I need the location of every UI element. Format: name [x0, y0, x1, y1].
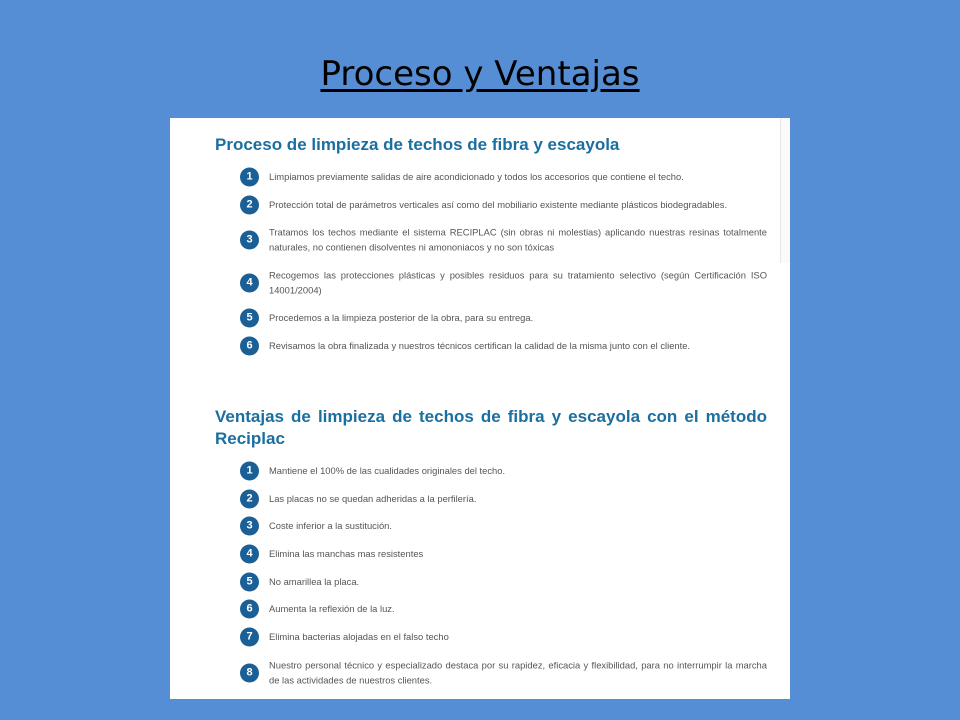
ventajas-item-text: Aumenta la reflexión de la luz. — [269, 602, 395, 614]
step-number-badge: 4 — [240, 545, 259, 564]
step-number-badge: 5 — [240, 309, 259, 328]
step-number-badge: 2 — [240, 196, 259, 215]
proceso-item — [240, 303, 767, 333]
proceso-item-text: Recogemos las protecciones plásticas y posibles residuos para su tratamiento selectivo (según Certificación ISO 14001/2004) — [269, 269, 767, 295]
ventajas-item — [240, 567, 767, 597]
ventajas-item-text: Elimina bacterias alojadas en el falso techo — [269, 630, 449, 642]
step-number-badge: 6 — [240, 600, 259, 619]
ventajas-item-text: Coste inferior a la sustitución. — [269, 519, 392, 531]
ventajas-item — [240, 484, 767, 514]
ventajas-item — [240, 658, 767, 688]
step-number-badge: 7 — [240, 628, 259, 647]
ventajas-item — [240, 594, 767, 624]
ventajas-item-text: Nuestro personal técnico y especializado destaca por su rapidez, eficacia y flexibilidad, para no interrumpir la marcha de las actividades de nuestros clientes. — [269, 659, 767, 685]
proceso-item-text: Revisamos la obra finalizada y nuestros técnicos certifican la calidad de la misma junto con el cliente. — [269, 339, 691, 351]
proceso-heading: Proceso de limpieza de techos de fibra y escayola — [215, 135, 620, 154]
ventajas-item — [240, 511, 767, 541]
ventajas-item-text: No amarillea la placa. — [269, 575, 360, 587]
proceso-item-text: Tratamos los techos mediante el sistema RECIPLAC (sin obras ni molestias) aplicando nuestras resinas totalmente naturales, no contienen disolventes ni amononiacos y no son tóxicas — [269, 226, 767, 252]
scrollbar-edge — [780, 118, 790, 263]
step-number-badge: 3 — [240, 517, 259, 536]
step-number-badge: 1 — [240, 462, 259, 481]
step-number-badge: 5 — [240, 573, 259, 592]
ventajas-item-text: Las placas no se quedan adheridas a la perfilería. — [269, 492, 477, 504]
proceso-item — [240, 162, 767, 192]
step-number-badge: 3 — [240, 231, 259, 250]
proceso-item-text: Protección total de parámetros verticales así como del mobiliario existente mediante plásticos biodegradables. — [269, 198, 728, 210]
ventajas-heading: Ventajas de limpieza de techos de fibra y escayola con el método Reciplac — [215, 407, 767, 448]
document-screenshot — [170, 118, 790, 699]
proceso-item — [240, 225, 767, 255]
step-number-badge: 6 — [240, 337, 259, 356]
ventajas-item — [240, 622, 767, 652]
step-number-badge: 4 — [240, 274, 259, 293]
ventajas-item-text: Mantiene el 100% de las cualidades originales del techo. — [269, 464, 506, 476]
slide-title: Proceso y Ventajas — [320, 54, 640, 94]
proceso-item-text: Procedemos a la limpieza posterior de la obra, para su entrega. — [269, 311, 534, 323]
proceso-item — [240, 331, 767, 361]
step-number-badge: 1 — [240, 168, 259, 187]
proceso-item — [240, 190, 767, 220]
step-number-badge: 2 — [240, 490, 259, 509]
ventajas-item-text: Elimina las manchas mas resistentes — [269, 547, 424, 559]
proceso-item-text: Limpiamos previamente salidas de aire acondicionado y todos los accesorios que contiene el techo. — [269, 170, 684, 182]
ventajas-item — [240, 539, 767, 569]
ventajas-item — [240, 456, 767, 486]
step-number-badge: 8 — [240, 664, 259, 683]
proceso-item — [240, 268, 767, 298]
